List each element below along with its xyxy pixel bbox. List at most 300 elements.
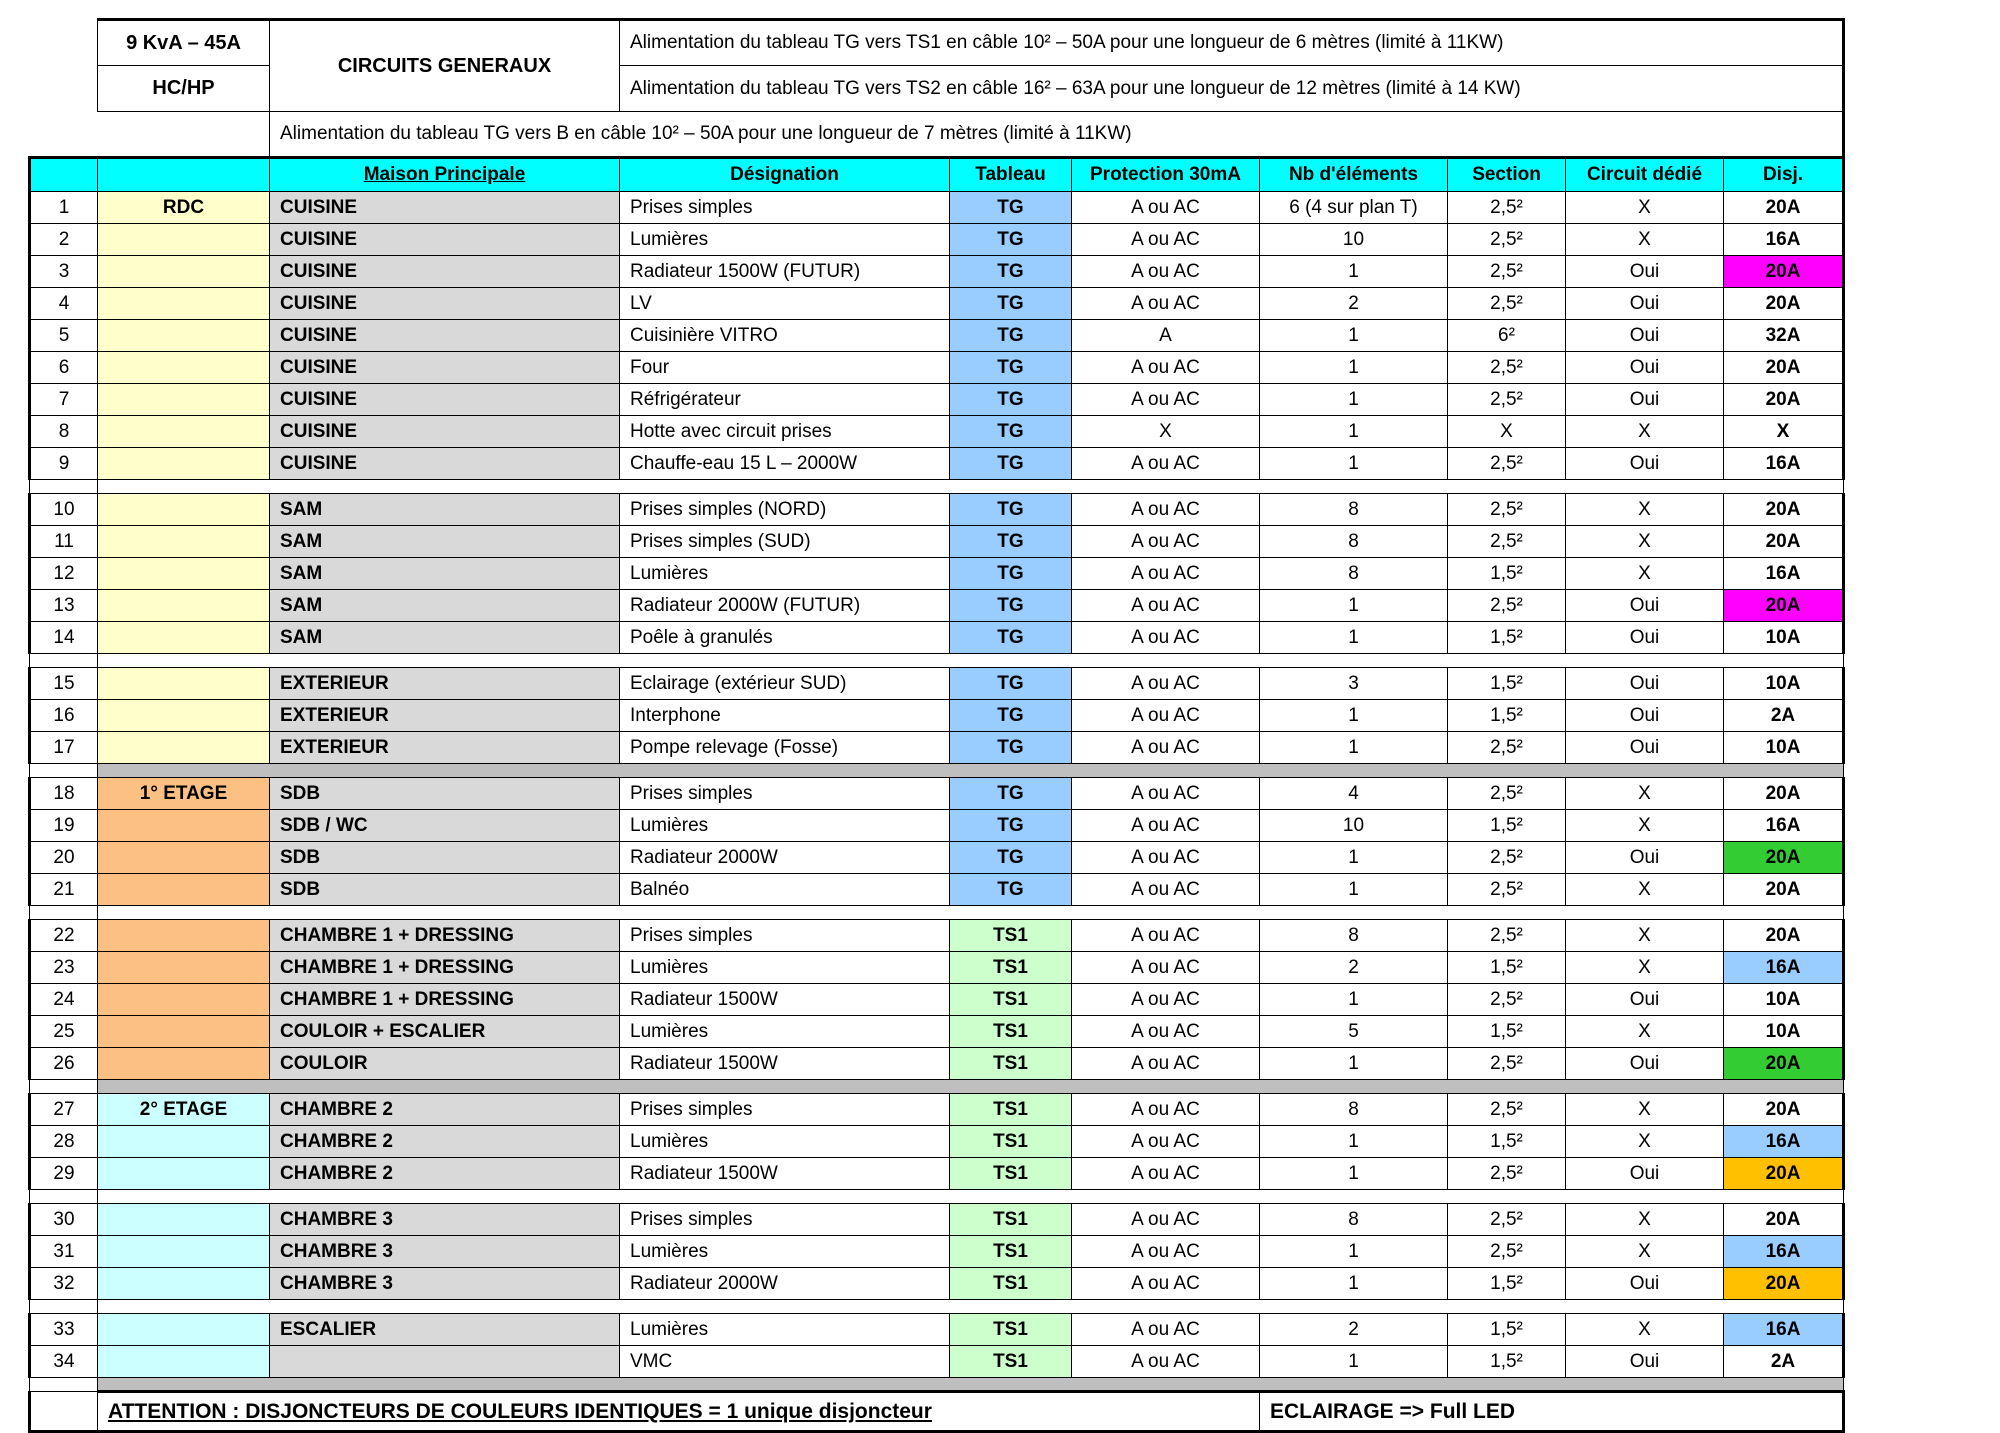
footer-lighting: ECLAIRAGE => Full LED [1260, 1392, 1844, 1432]
nb-elements: 1 [1260, 1268, 1448, 1300]
protection: A ou AC [1072, 1268, 1260, 1300]
protection: A ou AC [1072, 984, 1260, 1016]
zone-cell [98, 288, 270, 320]
circuit-dedie: X [1566, 778, 1724, 810]
circuit-dedie: Oui [1566, 1268, 1724, 1300]
table-row [30, 920, 1844, 952]
designation: Eclairage (extérieur SUD) [620, 668, 950, 700]
protection: A ou AC [1072, 256, 1260, 288]
table-row [30, 224, 1844, 256]
row-number: 29 [30, 1158, 98, 1190]
nb-elements: 8 [1260, 526, 1448, 558]
tableau: TS1 [950, 1048, 1072, 1080]
designation: Hotte avec circuit prises [620, 416, 950, 448]
section: 1,5² [1448, 668, 1566, 700]
room-name: CHAMBRE 2 [270, 1126, 620, 1158]
zone-cell [98, 700, 270, 732]
disjoncteur: 16A [1724, 558, 1844, 590]
room-name: SAM [270, 590, 620, 622]
nb-elements: 2 [1260, 288, 1448, 320]
power-rating: 9 KvA – 45A [98, 20, 270, 66]
corner-blank-2 [30, 66, 98, 112]
section: 2,5² [1448, 920, 1566, 952]
disjoncteur: 16A [1724, 810, 1844, 842]
circuit-dedie: Oui [1566, 700, 1724, 732]
separator-left [30, 480, 98, 494]
tableau: TS1 [950, 920, 1072, 952]
header-row-3 [30, 112, 1844, 158]
zone-cell [98, 1048, 270, 1080]
zone-cell [98, 448, 270, 480]
circuit-dedie: Oui [1566, 384, 1724, 416]
row-number: 8 [30, 416, 98, 448]
general-line-2: Alimentation du tableau TG vers TS2 en câble 16² – 63A pour une longueur de 12 mètres (limité à 14 KW) [620, 66, 1844, 112]
disjoncteur: 16A [1724, 448, 1844, 480]
table-row [30, 1158, 1844, 1190]
protection: A ou AC [1072, 1158, 1260, 1190]
zone-cell [98, 320, 270, 352]
row-number: 7 [30, 384, 98, 416]
nb-elements: 8 [1260, 1204, 1448, 1236]
row-number: 14 [30, 622, 98, 654]
disjoncteur: 2A [1724, 1346, 1844, 1378]
row-number: 5 [30, 320, 98, 352]
separator-body [98, 1300, 1844, 1314]
row-number: 21 [30, 874, 98, 906]
circuit-dedie: X [1566, 526, 1724, 558]
designation: Radiateur 1500W (FUTUR) [620, 256, 950, 288]
nb-elements: 1 [1260, 448, 1448, 480]
room-name: CHAMBRE 3 [270, 1204, 620, 1236]
separator-left [30, 1300, 98, 1314]
zone-cell [98, 256, 270, 288]
protection: A ou AC [1072, 778, 1260, 810]
zone-cell [98, 952, 270, 984]
protection: A ou AC [1072, 192, 1260, 224]
tableau: TS1 [950, 1236, 1072, 1268]
nb-elements: 1 [1260, 352, 1448, 384]
designation: Radiateur 1500W [620, 984, 950, 1016]
section: 1,5² [1448, 1346, 1566, 1378]
circuit-dedie: X [1566, 192, 1724, 224]
protection: A ou AC [1072, 1236, 1260, 1268]
room-name: EXTERIEUR [270, 668, 620, 700]
protection: A ou AC [1072, 700, 1260, 732]
designation: Radiateur 2000W (FUTUR) [620, 590, 950, 622]
row-number: 32 [30, 1268, 98, 1300]
protection: X [1072, 416, 1260, 448]
section: 2,5² [1448, 874, 1566, 906]
row-number: 22 [30, 920, 98, 952]
circuit-dedie: Oui [1566, 256, 1724, 288]
section: 2,5² [1448, 732, 1566, 764]
section: 2,5² [1448, 494, 1566, 526]
nb-elements: 6 (4 sur plan T) [1260, 192, 1448, 224]
circuit-dedie: Oui [1566, 352, 1724, 384]
protection: A ou AC [1072, 1048, 1260, 1080]
designation: Radiateur 2000W [620, 1268, 950, 1300]
table-row [30, 1016, 1844, 1048]
circuit-dedie: X [1566, 1236, 1724, 1268]
nb-elements: 1 [1260, 590, 1448, 622]
designation: Lumières [620, 1016, 950, 1048]
tableau: TS1 [950, 1204, 1072, 1236]
bottom-separator-left [30, 1378, 98, 1392]
table-row [30, 320, 1844, 352]
protection: A ou AC [1072, 352, 1260, 384]
nb-elements: 8 [1260, 920, 1448, 952]
table-row [30, 842, 1844, 874]
row-number: 34 [30, 1346, 98, 1378]
table-row [30, 778, 1844, 810]
designation: Lumières [620, 558, 950, 590]
col-designation: Désignation [620, 158, 950, 192]
nb-elements: 3 [1260, 668, 1448, 700]
disjoncteur: 20A [1724, 1158, 1844, 1190]
row-number: 10 [30, 494, 98, 526]
table-row [30, 1314, 1844, 1346]
table-row [30, 192, 1844, 224]
separator-left [30, 1080, 98, 1094]
disjoncteur: 16A [1724, 1236, 1844, 1268]
tableau: TS1 [950, 1314, 1072, 1346]
designation: Radiateur 1500W [620, 1158, 950, 1190]
section: 1,5² [1448, 1314, 1566, 1346]
tableau: TS1 [950, 952, 1072, 984]
nb-elements: 4 [1260, 778, 1448, 810]
protection: A ou AC [1072, 810, 1260, 842]
circuit-dedie: Oui [1566, 1048, 1724, 1080]
row-number: 33 [30, 1314, 98, 1346]
table-row [30, 1126, 1844, 1158]
designation: Lumières [620, 952, 950, 984]
disjoncteur: 20A [1724, 920, 1844, 952]
designation: Lumières [620, 1236, 950, 1268]
room-name: CUISINE [270, 256, 620, 288]
nb-elements: 10 [1260, 810, 1448, 842]
disjoncteur: 20A [1724, 1204, 1844, 1236]
room-name: CHAMBRE 3 [270, 1268, 620, 1300]
disjoncteur: 20A [1724, 1094, 1844, 1126]
tableau: TS1 [950, 1268, 1072, 1300]
row-number: 27 [30, 1094, 98, 1126]
row-number: 23 [30, 952, 98, 984]
zone-cell [98, 352, 270, 384]
table-row [30, 732, 1844, 764]
row-number: 19 [30, 810, 98, 842]
circuit-dedie: X [1566, 558, 1724, 590]
row-number: 15 [30, 668, 98, 700]
table-row [30, 952, 1844, 984]
tableau: TS1 [950, 1016, 1072, 1048]
table-row [30, 984, 1844, 1016]
designation: Réfrigérateur [620, 384, 950, 416]
section: 6² [1448, 320, 1566, 352]
protection: A ou AC [1072, 920, 1260, 952]
col-dedicated: Circuit dédié [1566, 158, 1724, 192]
protection: A ou AC [1072, 558, 1260, 590]
nb-elements: 1 [1260, 874, 1448, 906]
disjoncteur: 20A [1724, 288, 1844, 320]
disjoncteur: 16A [1724, 952, 1844, 984]
protection: A ou AC [1072, 224, 1260, 256]
designation: Prises simples [620, 1204, 950, 1236]
circuit-dedie: X [1566, 416, 1724, 448]
designation: Poêle à granulés [620, 622, 950, 654]
designation: Prises simples [620, 920, 950, 952]
section: 1,5² [1448, 1016, 1566, 1048]
table-row [30, 494, 1844, 526]
section: 2,5² [1448, 384, 1566, 416]
protection: A ou AC [1072, 448, 1260, 480]
table-row [30, 874, 1844, 906]
circuit-dedie: X [1566, 1314, 1724, 1346]
circuit-dedie: X [1566, 1094, 1724, 1126]
room-name: CHAMBRE 1 + DRESSING [270, 984, 620, 1016]
designation: Lumières [620, 1126, 950, 1158]
bottom-separator [30, 1378, 1844, 1392]
separator-body [98, 906, 1844, 920]
disjoncteur: 10A [1724, 1016, 1844, 1048]
circuit-dedie: Oui [1566, 842, 1724, 874]
section-separator [30, 764, 1844, 778]
zone-cell: 1° ETAGE [98, 778, 270, 810]
separator-body [98, 480, 1844, 494]
row-number: 1 [30, 192, 98, 224]
table-row [30, 700, 1844, 732]
table-row [30, 558, 1844, 590]
designation: Lumières [620, 1314, 950, 1346]
tableau: TG [950, 874, 1072, 906]
nb-elements: 1 [1260, 732, 1448, 764]
row-number: 20 [30, 842, 98, 874]
table-row [30, 448, 1844, 480]
bottom-separator-body [98, 1378, 1844, 1392]
table-row [30, 352, 1844, 384]
col-elements: Nb d'éléments [1260, 158, 1448, 192]
room-name: CUISINE [270, 384, 620, 416]
tableau: TG [950, 700, 1072, 732]
room-name: SAM [270, 494, 620, 526]
section: 2,5² [1448, 448, 1566, 480]
circuit-dedie: Oui [1566, 1158, 1724, 1190]
protection: A ou AC [1072, 1314, 1260, 1346]
room-name: SDB [270, 842, 620, 874]
designation: Prises simples [620, 1094, 950, 1126]
circuit-dedie: X [1566, 920, 1724, 952]
nb-elements: 1 [1260, 1126, 1448, 1158]
row-number: 9 [30, 448, 98, 480]
row-separator [30, 654, 1844, 668]
section: 1,5² [1448, 558, 1566, 590]
room-name: SAM [270, 526, 620, 558]
room-name: CUISINE [270, 448, 620, 480]
table-row [30, 526, 1844, 558]
designation: Four [620, 352, 950, 384]
tableau: TG [950, 732, 1072, 764]
col-house: Maison Principale [270, 158, 620, 192]
section: 2,5² [1448, 1236, 1566, 1268]
circuits-table [28, 18, 1845, 1433]
section: 2,5² [1448, 288, 1566, 320]
protection: A ou AC [1072, 732, 1260, 764]
disjoncteur: 2A [1724, 700, 1844, 732]
section: 1,5² [1448, 622, 1566, 654]
zone-cell [98, 1126, 270, 1158]
section: 1,5² [1448, 1268, 1566, 1300]
zone-cell [98, 622, 270, 654]
designation: Prises simples [620, 192, 950, 224]
room-name: SDB / WC [270, 810, 620, 842]
designation: Lumières [620, 224, 950, 256]
designation: Radiateur 1500W [620, 1048, 950, 1080]
room-name: CUISINE [270, 352, 620, 384]
separator-body-grey [98, 764, 1844, 778]
tableau: TG [950, 288, 1072, 320]
room-name: ESCALIER [270, 1314, 620, 1346]
room-name: CHAMBRE 1 + DRESSING [270, 952, 620, 984]
protection: A ou AC [1072, 494, 1260, 526]
circuit-dedie: X [1566, 1016, 1724, 1048]
protection: A ou AC [1072, 384, 1260, 416]
zone-cell [98, 984, 270, 1016]
nb-elements: 2 [1260, 1314, 1448, 1346]
col-protection: Protection 30mA [1072, 158, 1260, 192]
tableau: TG [950, 526, 1072, 558]
nb-elements: 1 [1260, 320, 1448, 352]
designation: Cuisinière VITRO [620, 320, 950, 352]
room-name: CHAMBRE 1 + DRESSING [270, 920, 620, 952]
corner-blank-1 [30, 20, 98, 66]
corner-blank-4 [98, 112, 270, 158]
disjoncteur: 10A [1724, 622, 1844, 654]
zone-cell [98, 384, 270, 416]
disjoncteur: 20A [1724, 842, 1844, 874]
room-name: SDB [270, 874, 620, 906]
section: 1,5² [1448, 700, 1566, 732]
row-separator [30, 906, 1844, 920]
footer-row [30, 1392, 1844, 1432]
section: 2,5² [1448, 842, 1566, 874]
separator-left [30, 1190, 98, 1204]
table-row [30, 810, 1844, 842]
circuit-dedie: X [1566, 494, 1724, 526]
designation: Chauffe-eau 15 L – 2000W [620, 448, 950, 480]
row-number: 28 [30, 1126, 98, 1158]
section: 2,5² [1448, 352, 1566, 384]
row-number: 31 [30, 1236, 98, 1268]
section-separator [30, 1080, 1844, 1094]
row-number: 13 [30, 590, 98, 622]
zone-cell [98, 1346, 270, 1378]
table-row [30, 384, 1844, 416]
protection: A ou AC [1072, 590, 1260, 622]
room-name [270, 1346, 620, 1378]
tableau: TG [950, 810, 1072, 842]
room-name: CUISINE [270, 224, 620, 256]
disjoncteur: 20A [1724, 526, 1844, 558]
row-number: 17 [30, 732, 98, 764]
disjoncteur: 20A [1724, 192, 1844, 224]
footer-blank [30, 1392, 98, 1432]
disjoncteur: 16A [1724, 1314, 1844, 1346]
room-name: SDB [270, 778, 620, 810]
designation: Pompe relevage (Fosse) [620, 732, 950, 764]
zone-cell [98, 590, 270, 622]
tableau: TG [950, 384, 1072, 416]
section: X [1448, 416, 1566, 448]
disjoncteur: X [1724, 416, 1844, 448]
circuit-dedie: X [1566, 952, 1724, 984]
circuit-dedie: Oui [1566, 448, 1724, 480]
electrical-circuit-sheet [0, 18, 2000, 1432]
circuit-dedie: X [1566, 1204, 1724, 1236]
row-number: 3 [30, 256, 98, 288]
nb-elements: 1 [1260, 416, 1448, 448]
nb-elements: 1 [1260, 700, 1448, 732]
nb-elements: 2 [1260, 952, 1448, 984]
designation: Balnéo [620, 874, 950, 906]
protection: A ou AC [1072, 1204, 1260, 1236]
zone-cell [98, 416, 270, 448]
disjoncteur: 20A [1724, 384, 1844, 416]
table-row [30, 1094, 1844, 1126]
disjoncteur: 10A [1724, 732, 1844, 764]
footer-warning: ATTENTION : DISJONCTEURS DE COULEURS IDENTIQUES = 1 unique disjoncteur [98, 1392, 1260, 1432]
section: 2,5² [1448, 590, 1566, 622]
designation: Prises simples (SUD) [620, 526, 950, 558]
circuit-dedie: Oui [1566, 622, 1724, 654]
tableau: TG [950, 778, 1072, 810]
room-name: CUISINE [270, 416, 620, 448]
nb-elements: 5 [1260, 1016, 1448, 1048]
separator-left [30, 654, 98, 668]
circuit-dedie: X [1566, 810, 1724, 842]
circuit-dedie: X [1566, 1126, 1724, 1158]
zone-cell [98, 842, 270, 874]
room-name: CUISINE [270, 320, 620, 352]
protection: A [1072, 320, 1260, 352]
table-row [30, 1346, 1844, 1378]
zone-cell [98, 558, 270, 590]
general-line-3: Alimentation du tableau TG vers B en câble 10² – 50A pour une longueur de 7 mètres (limité à 11KW) [270, 112, 1844, 158]
tableau: TG [950, 416, 1072, 448]
row-number: 25 [30, 1016, 98, 1048]
nb-elements: 1 [1260, 1346, 1448, 1378]
separator-body [98, 1190, 1844, 1204]
zone-cell [98, 1236, 270, 1268]
room-name: CHAMBRE 2 [270, 1158, 620, 1190]
disjoncteur: 20A [1724, 494, 1844, 526]
room-name: COULOIR [270, 1048, 620, 1080]
disjoncteur: 16A [1724, 1126, 1844, 1158]
table-row [30, 668, 1844, 700]
section: 2,5² [1448, 1204, 1566, 1236]
section: 2,5² [1448, 256, 1566, 288]
disjoncteur: 10A [1724, 668, 1844, 700]
disjoncteur: 20A [1724, 778, 1844, 810]
tableau: TG [950, 256, 1072, 288]
header-row-1 [30, 20, 1844, 66]
disjoncteur: 32A [1724, 320, 1844, 352]
general-line-1: Alimentation du tableau TG vers TS1 en câble 10² – 50A pour une longueur de 6 mètres (limité à 11KW) [620, 20, 1844, 66]
section: 2,5² [1448, 984, 1566, 1016]
table-row [30, 288, 1844, 320]
disjoncteur: 20A [1724, 1268, 1844, 1300]
protection: A ou AC [1072, 622, 1260, 654]
row-number: 6 [30, 352, 98, 384]
section: 2,5² [1448, 1158, 1566, 1190]
